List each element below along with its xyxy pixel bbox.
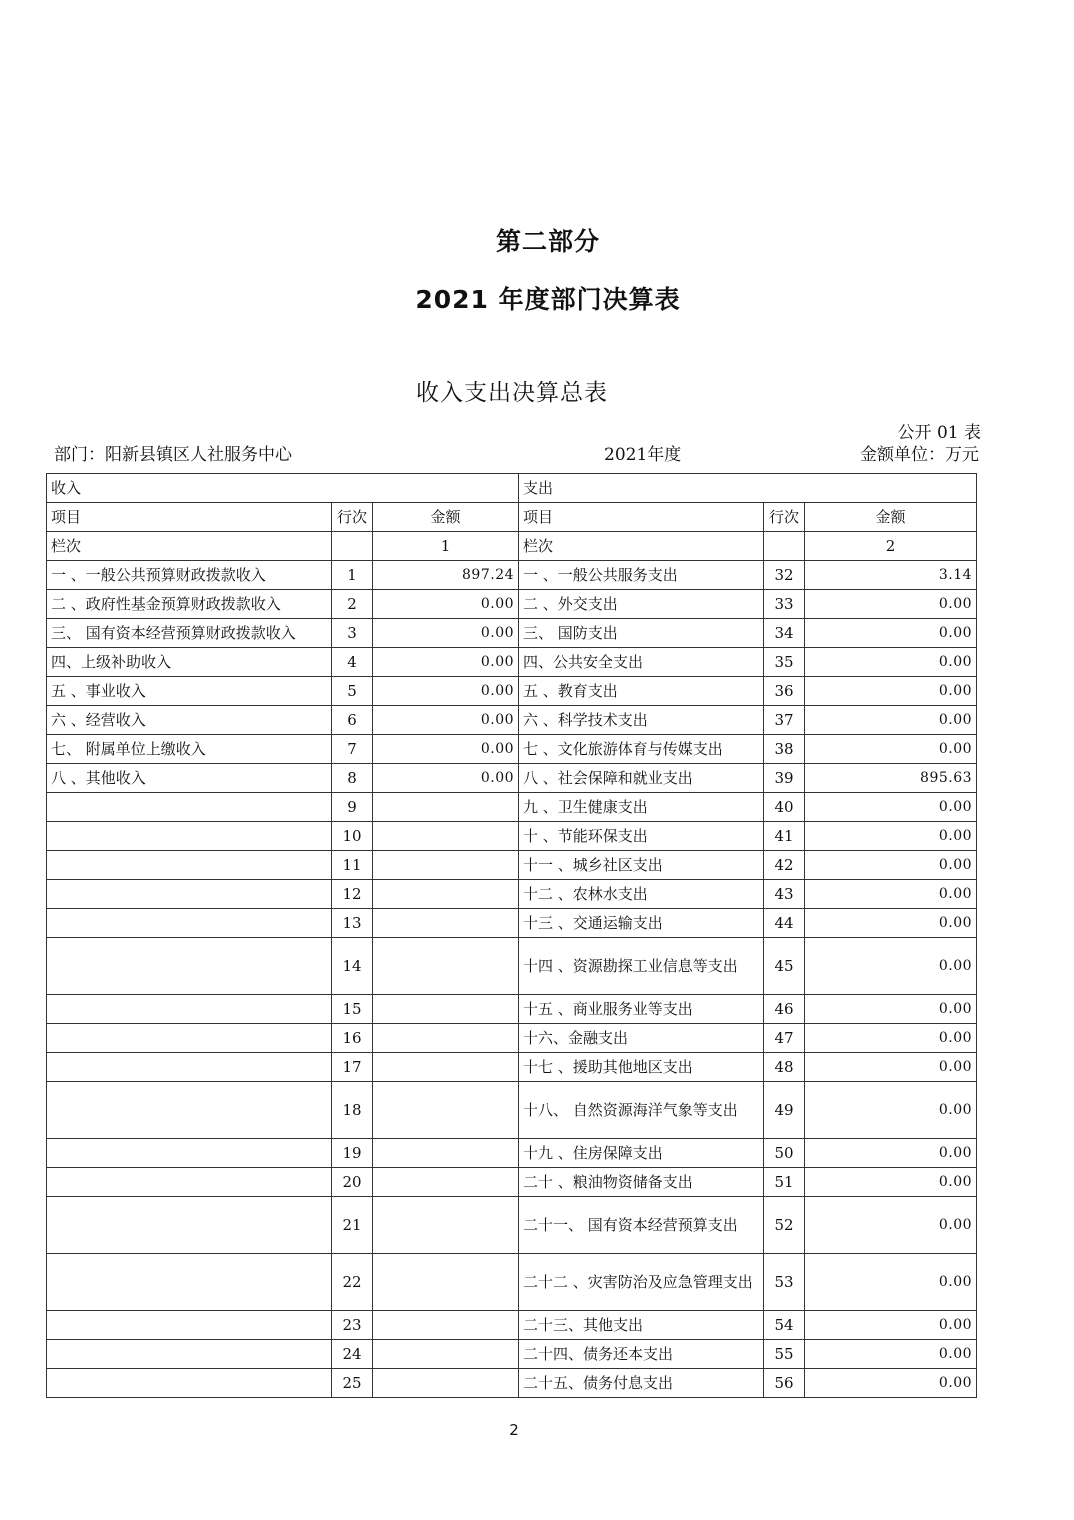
income-header: 收入: [47, 474, 519, 503]
income-amount: [373, 851, 519, 880]
table-row: [47, 706, 977, 735]
expense-line: 48: [764, 1053, 805, 1082]
table-row: [47, 619, 977, 648]
income-line: 6: [332, 706, 373, 735]
table-row: [47, 1168, 977, 1197]
expense-item: 十四 、资源勘探工业信息等支出: [519, 938, 764, 995]
income-amount: [373, 1168, 519, 1197]
income-amount: [373, 909, 519, 938]
expense-line: 56: [764, 1369, 805, 1398]
table-row: [47, 995, 977, 1024]
income-item: [47, 1340, 332, 1369]
income-line: 17: [332, 1053, 373, 1082]
expense-line: 35: [764, 648, 805, 677]
expense-amount: 0.00: [805, 995, 977, 1024]
income-item: 八 、其他收入: [47, 764, 332, 793]
expense-line: 36: [764, 677, 805, 706]
income-item: 六 、经营收入: [47, 706, 332, 735]
expense-header: 支出: [519, 474, 977, 503]
income-line: 2: [332, 590, 373, 619]
expense-line: 41: [764, 822, 805, 851]
expense-column-number: 2: [805, 532, 977, 561]
expense-item: 十七 、援助其他地区支出: [519, 1053, 764, 1082]
income-item: [47, 851, 332, 880]
income-line: 3: [332, 619, 373, 648]
income-line: 23: [332, 1311, 373, 1340]
income-item: [47, 793, 332, 822]
expense-amount: 0.00: [805, 851, 977, 880]
col-expense-item: 项目: [519, 503, 764, 532]
expense-item: 十九 、住房保障支出: [519, 1139, 764, 1168]
expense-item: 四、公共安全支出: [519, 648, 764, 677]
expense-amount: 0.00: [805, 1197, 977, 1254]
table-row: [47, 1053, 977, 1082]
table-row: [47, 909, 977, 938]
income-item: [47, 1311, 332, 1340]
income-item: 二 、政府性基金预算财政拨款收入: [47, 590, 332, 619]
expense-line: 50: [764, 1139, 805, 1168]
expense-line: 33: [764, 590, 805, 619]
income-item: [47, 1254, 332, 1311]
income-amount: [373, 1053, 519, 1082]
department-label: 部门：阳新县镇区人社服务中心: [54, 445, 292, 465]
empty-cell: [764, 532, 805, 561]
income-amount: [373, 1082, 519, 1139]
income-line: 19: [332, 1139, 373, 1168]
section-header-row: [47, 474, 977, 503]
expense-line: 45: [764, 938, 805, 995]
income-amount: [373, 880, 519, 909]
expense-amount: 0.00: [805, 1024, 977, 1053]
income-item: [47, 822, 332, 851]
income-amount: [373, 822, 519, 851]
expense-amount: 0.00: [805, 706, 977, 735]
expense-amount: 0.00: [805, 1168, 977, 1197]
table-row: [47, 735, 977, 764]
table-row: [47, 648, 977, 677]
income-amount: 0.00: [373, 706, 519, 735]
page-number: 2: [509, 1421, 519, 1439]
expense-line: 44: [764, 909, 805, 938]
income-amount: 0.00: [373, 619, 519, 648]
expense-amount: 0.00: [805, 793, 977, 822]
income-item: [47, 1082, 332, 1139]
income-amount: 0.00: [373, 590, 519, 619]
table-row: [47, 938, 977, 995]
expense-item: 二十三、其他支出: [519, 1311, 764, 1340]
expense-item: 十五 、商业服务业等支出: [519, 995, 764, 1024]
income-item: [47, 909, 332, 938]
income-line: 24: [332, 1340, 373, 1369]
income-item: [47, 880, 332, 909]
expense-item: 二十四、债务还本支出: [519, 1340, 764, 1369]
income-amount: [373, 1197, 519, 1254]
part-title: 第二部分: [495, 227, 600, 256]
table-row: [47, 851, 977, 880]
table-row: [47, 1139, 977, 1168]
expense-item: 十二 、农林水支出: [519, 880, 764, 909]
income-item: 一 、一般公共预算财政拨款收入: [47, 561, 332, 590]
income-line: 18: [332, 1082, 373, 1139]
expense-amount: 0.00: [805, 1139, 977, 1168]
income-expense-table: [46, 473, 977, 1398]
table-row: [47, 793, 977, 822]
income-line: 11: [332, 851, 373, 880]
table-row: [47, 764, 977, 793]
expense-amount: 0.00: [805, 1254, 977, 1311]
expense-amount: 0.00: [805, 1340, 977, 1369]
expense-item: 一 、一般公共服务支出: [519, 561, 764, 590]
fiscal-year: 2021年度: [604, 445, 682, 465]
income-item: [47, 1024, 332, 1053]
form-code: 公开 01 表: [897, 423, 981, 443]
row-label-expense: 栏次: [519, 532, 764, 561]
income-amount: [373, 1369, 519, 1398]
expense-item: 二十一、 国有资本经营预算支出: [519, 1197, 764, 1254]
expense-amount: 3.14: [805, 561, 977, 590]
table-row: [47, 822, 977, 851]
expense-item: 十八、 自然资源海洋气象等支出: [519, 1082, 764, 1139]
income-amount: 0.00: [373, 677, 519, 706]
table-row: [47, 1254, 977, 1311]
expense-amount: 0.00: [805, 909, 977, 938]
column-number-row: [47, 532, 977, 561]
amount-unit: 金额单位：万元: [860, 445, 979, 465]
expense-item: 二十二 、灾害防治及应急管理支出: [519, 1254, 764, 1311]
expense-line: 47: [764, 1024, 805, 1053]
income-item: 三、 国有资本经营预算财政拨款收入: [47, 619, 332, 648]
expense-line: 38: [764, 735, 805, 764]
income-line: 15: [332, 995, 373, 1024]
income-amount: [373, 1254, 519, 1311]
income-amount: 897.24: [373, 561, 519, 590]
expense-item: 八 、社会保障和就业支出: [519, 764, 764, 793]
col-income-line: 行次: [332, 503, 373, 532]
table-row: [47, 1082, 977, 1139]
income-line: 22: [332, 1254, 373, 1311]
income-line: 7: [332, 735, 373, 764]
expense-line: 43: [764, 880, 805, 909]
income-amount: [373, 938, 519, 995]
expense-item: 十 、节能环保支出: [519, 822, 764, 851]
income-amount: [373, 995, 519, 1024]
expense-item: 二十五、债务付息支出: [519, 1369, 764, 1398]
expense-amount: 0.00: [805, 735, 977, 764]
report-title: 2021 年度部门决算表: [415, 285, 681, 314]
expense-line: 40: [764, 793, 805, 822]
income-amount: [373, 1311, 519, 1340]
expense-line: 37: [764, 706, 805, 735]
expense-line: 54: [764, 1311, 805, 1340]
income-item: [47, 1197, 332, 1254]
expense-line: 55: [764, 1340, 805, 1369]
income-item: 五 、事业收入: [47, 677, 332, 706]
income-amount: [373, 1340, 519, 1369]
income-amount: [373, 1139, 519, 1168]
expense-amount: 0.00: [805, 590, 977, 619]
expense-amount: 0.00: [805, 822, 977, 851]
table-title: 收入支出决算总表: [416, 380, 608, 406]
expense-amount: 0.00: [805, 1369, 977, 1398]
expense-amount: 0.00: [805, 1082, 977, 1139]
expense-item: 十三 、交通运输支出: [519, 909, 764, 938]
income-line: 21: [332, 1197, 373, 1254]
expense-amount: 0.00: [805, 938, 977, 995]
table-row: [47, 1197, 977, 1254]
income-line: 16: [332, 1024, 373, 1053]
table-row: [47, 880, 977, 909]
expense-line: 34: [764, 619, 805, 648]
expense-amount: 0.00: [805, 677, 977, 706]
table-body: [47, 474, 977, 1398]
income-amount: 0.00: [373, 648, 519, 677]
income-line: 5: [332, 677, 373, 706]
income-amount: 0.00: [373, 764, 519, 793]
income-line: 4: [332, 648, 373, 677]
income-item: [47, 995, 332, 1024]
income-item: [47, 938, 332, 995]
income-line: 9: [332, 793, 373, 822]
expense-line: 51: [764, 1168, 805, 1197]
expense-amount: 895.63: [805, 764, 977, 793]
income-amount: [373, 793, 519, 822]
table-row: [47, 1340, 977, 1369]
expense-item: 二十 、粮油物资储备支出: [519, 1168, 764, 1197]
expense-line: 46: [764, 995, 805, 1024]
expense-amount: 0.00: [805, 619, 977, 648]
expense-item: 十六、金融支出: [519, 1024, 764, 1053]
expense-line: 32: [764, 561, 805, 590]
expense-amount: 0.00: [805, 1311, 977, 1340]
expense-amount: 0.00: [805, 648, 977, 677]
income-line: 1: [332, 561, 373, 590]
expense-line: 42: [764, 851, 805, 880]
expense-amount: 0.00: [805, 1053, 977, 1082]
income-line: 13: [332, 909, 373, 938]
expense-line: 49: [764, 1082, 805, 1139]
expense-line: 39: [764, 764, 805, 793]
col-expense-amount: 金额: [805, 503, 977, 532]
row-label-income: 栏次: [47, 532, 332, 561]
empty-cell: [332, 532, 373, 561]
table-row: [47, 561, 977, 590]
col-expense-line: 行次: [764, 503, 805, 532]
income-item: [47, 1369, 332, 1398]
expense-amount: 0.00: [805, 880, 977, 909]
income-line: 25: [332, 1369, 373, 1398]
income-item: [47, 1168, 332, 1197]
income-item: [47, 1053, 332, 1082]
col-income-amount: 金额: [373, 503, 519, 532]
income-line: 20: [332, 1168, 373, 1197]
income-line: 12: [332, 880, 373, 909]
column-header-row: [47, 503, 977, 532]
expense-item: 六 、科学技术支出: [519, 706, 764, 735]
expense-item: 九 、卫生健康支出: [519, 793, 764, 822]
table-row: [47, 1024, 977, 1053]
income-line: 14: [332, 938, 373, 995]
income-item: [47, 1139, 332, 1168]
income-amount: 0.00: [373, 735, 519, 764]
expense-item: 五 、教育支出: [519, 677, 764, 706]
income-column-number: 1: [373, 532, 519, 561]
expense-item: 七 、文化旅游体育与传媒支出: [519, 735, 764, 764]
col-income-item: 项目: [47, 503, 332, 532]
income-line: 10: [332, 822, 373, 851]
expense-item: 三、 国防支出: [519, 619, 764, 648]
income-amount: [373, 1024, 519, 1053]
table-row: [47, 590, 977, 619]
income-line: 8: [332, 764, 373, 793]
expense-item: 十一 、城乡社区支出: [519, 851, 764, 880]
expense-line: 52: [764, 1197, 805, 1254]
expense-item: 二 、外交支出: [519, 590, 764, 619]
income-item: 七、 附属单位上缴收入: [47, 735, 332, 764]
table-row: [47, 677, 977, 706]
table-row: [47, 1369, 977, 1398]
income-item: 四、上级补助收入: [47, 648, 332, 677]
table-row: [47, 1311, 977, 1340]
expense-line: 53: [764, 1254, 805, 1311]
